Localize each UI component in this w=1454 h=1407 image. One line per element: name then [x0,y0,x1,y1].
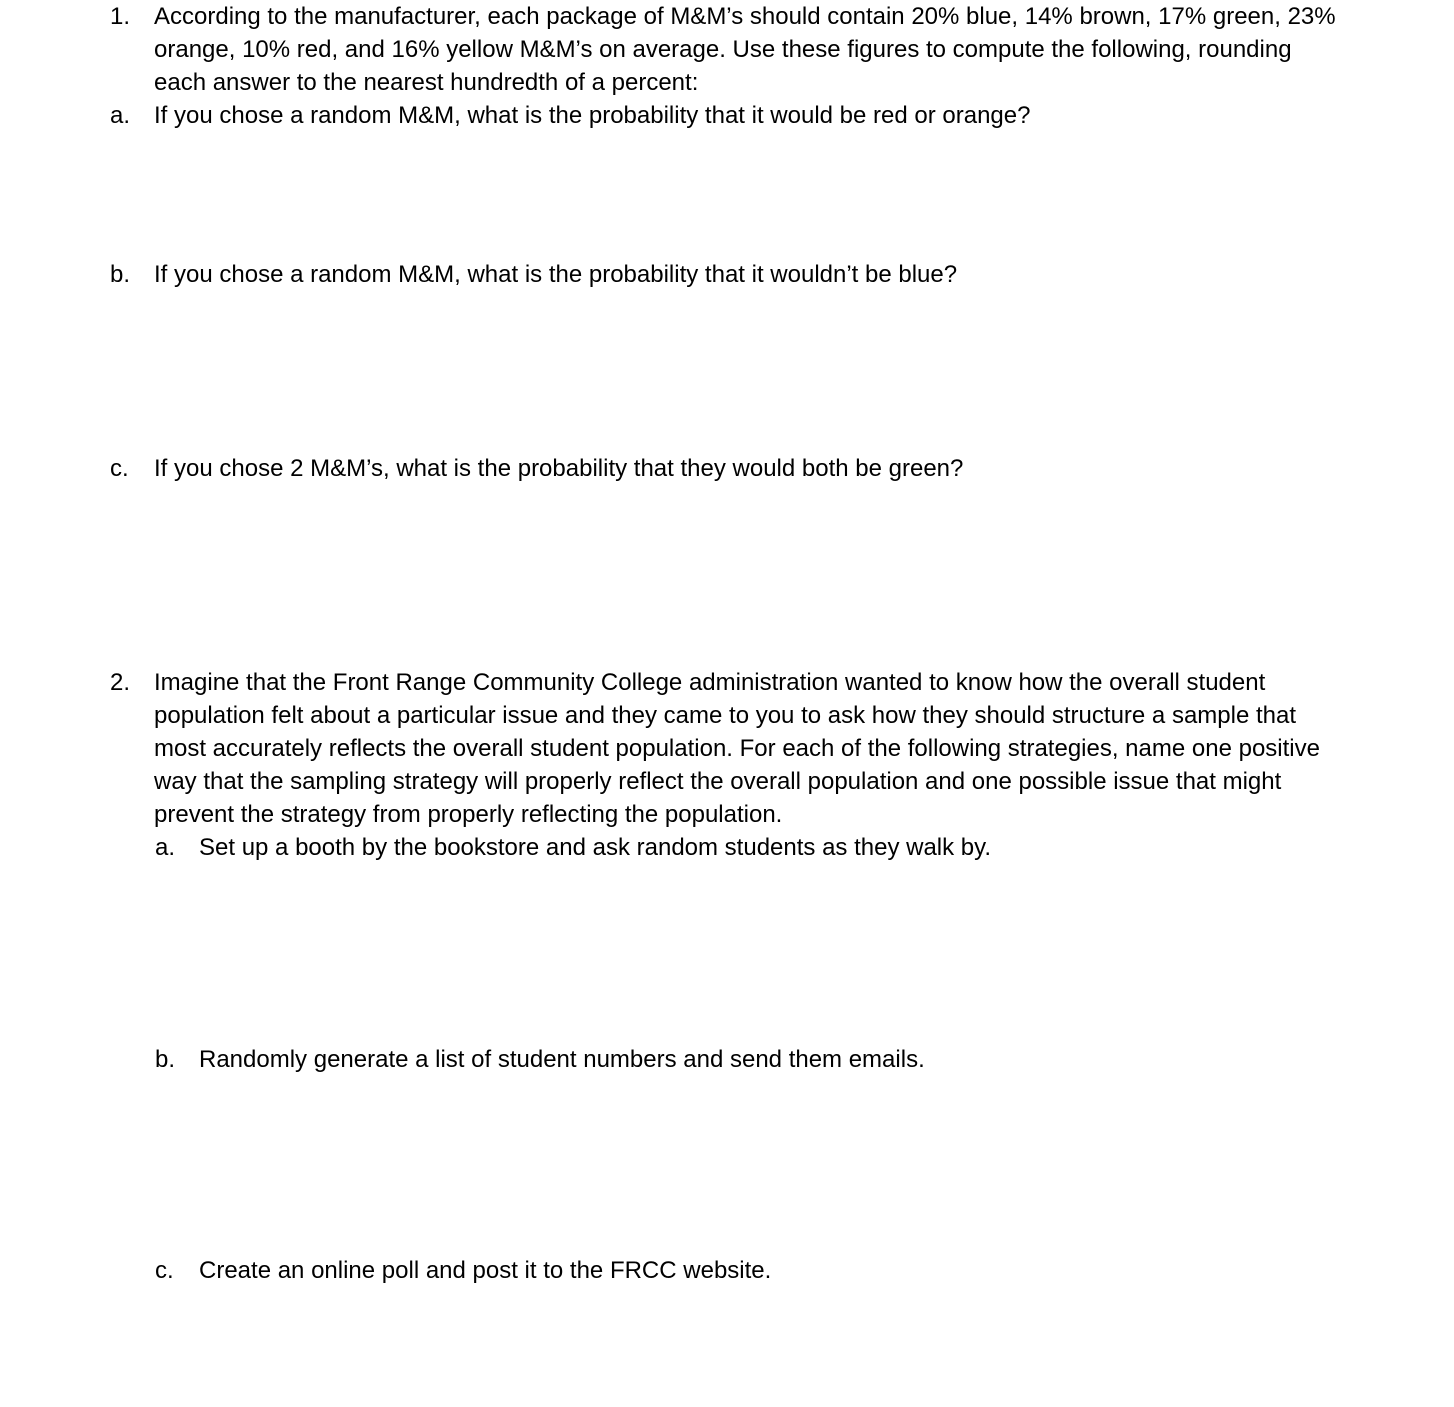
question-1-line-1: According to the manufacturer, each package of M&M’s should contain 20% blue, 14% brown, 17% green, 23% [154,3,1336,30]
question-2c-text: Create an online poll and post it to the FRCC website. [199,1257,772,1284]
question-2-line-2: population felt about a particular issue and they came to you to ask how they should structure a sample that [154,702,1297,729]
question-1-line-3: each answer to the nearest hundredth of a percent: [154,69,699,96]
question-1c-label: c. [110,455,129,482]
question-1-number: 1. [110,3,131,30]
question-2-line-3: most accurately reflects the overall student population. For each of the following strategies, name one positive [154,735,1320,762]
question-1b-label: b. [110,261,131,288]
question-2a-text: Set up a booth by the bookstore and ask random students as they walk by. [199,834,992,861]
question-1c-text: If you chose 2 M&M’s, what is the probability that they would both be green? [154,455,964,482]
question-2-number: 2. [110,669,131,696]
question-1-line-2: orange, 10% red, and 16% yellow M&M’s on average. Use these figures to compute the following, rounding [154,36,1292,63]
question-2a-label: a. [155,834,176,861]
question-2-line-5: prevent the strategy from properly reflecting the population. [154,801,783,828]
question-2b-label: b. [155,1046,176,1073]
question-1a-text: If you chose a random M&M, what is the probability that it would be red or orange? [154,102,1031,129]
question-2b-text: Randomly generate a list of student numbers and send them emails. [199,1046,925,1073]
question-2-line-1: Imagine that the Front Range Community College administration wanted to know how the overall student [154,669,1266,696]
question-2-line-4: way that the sampling strategy will properly reflect the overall population and one possible issue that might [154,768,1282,795]
question-2c-label: c. [155,1257,174,1284]
question-1b-text: If you chose a random M&M, what is the probability that it wouldn’t be blue? [154,261,958,288]
question-1a-label: a. [110,102,131,129]
